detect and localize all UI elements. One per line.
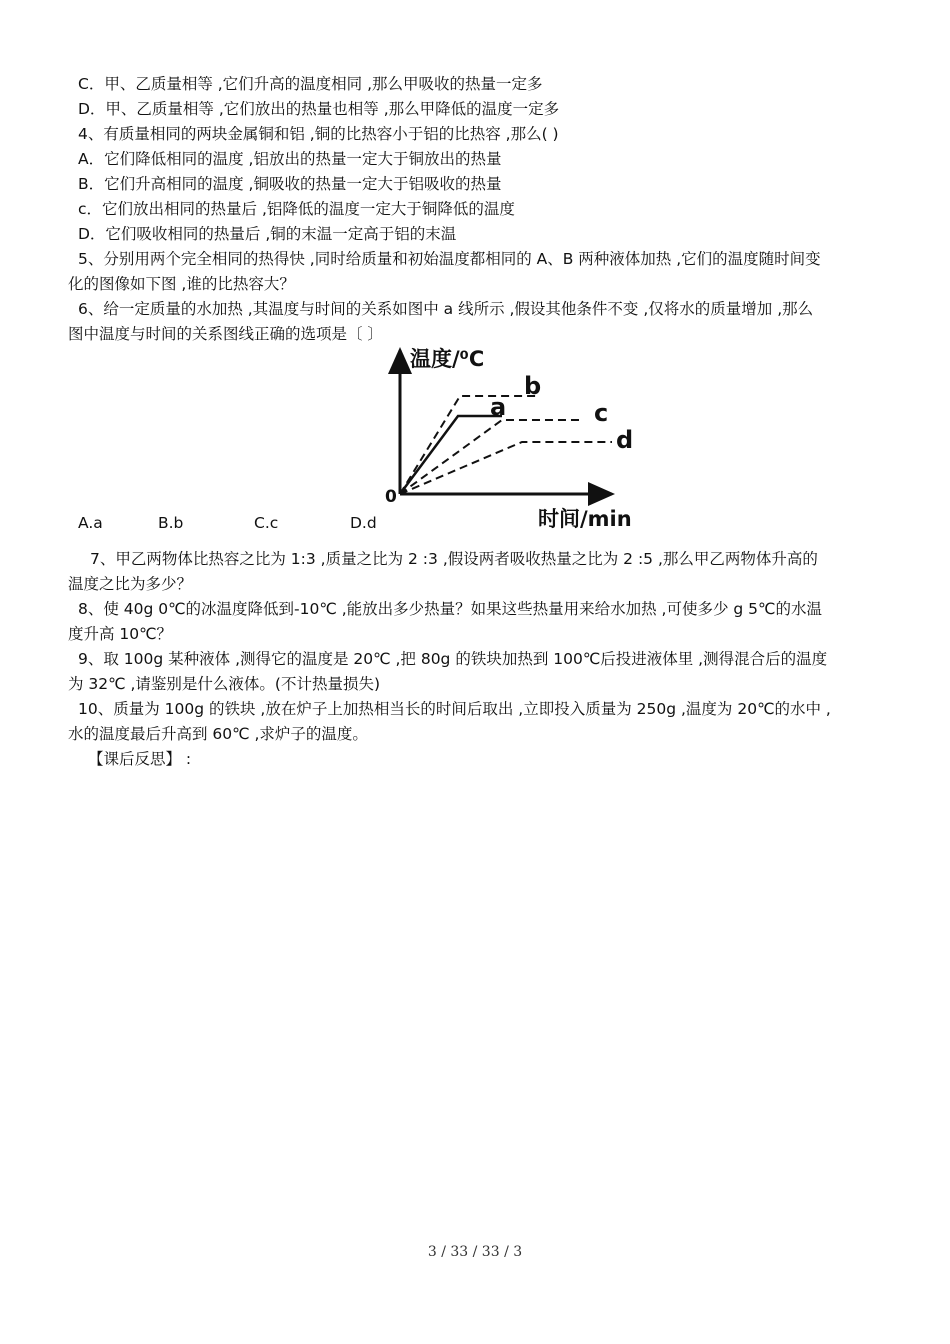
question-4: 4、有质量相同的两块金属铜和铝 ,铜的比热容小于铝的比热容 ,那么( ) [78, 125, 559, 143]
question-5-line1: 5、分别用两个完全相同的热得快 ,同时给质量和初始温度都相同的 A、B 两种液体加热 ,它们的温度随时间变 [78, 250, 821, 268]
question-8-line1: 8、使 40g 0℃的冰温度降低到-10℃ ,能放出多少热量？如果这些热量用来给水加热 ,可使多少 g 5℃的水温 [78, 600, 822, 618]
question-5-line2: 化的图像如下图 ,谁的比热容大？ [68, 275, 295, 293]
question-7-line2: 温度之比为多少？ [68, 575, 193, 593]
option-d-line: D．甲、乙质量相等 ,它们放出的热量也相等 ,那么甲降低的温度一定多 [78, 100, 560, 118]
reflection-heading: 【课后反思】 : [88, 750, 192, 768]
question-6-line1: 6、给一定质量的水加热 ,其温度与时间的关系如图中 a 线所示 ,假设其他条件不变 ,仅将水的质量增加 ,那么 [78, 300, 814, 318]
y-axis-label: 温度/⁰C [410, 347, 485, 371]
answer-option-a: A.a [78, 514, 103, 532]
x-axis-label: 时间/min [538, 507, 632, 531]
q4-option-c: c．它们放出相同的热量后 ,铝降低的温度一定大于铜降低的温度 [78, 200, 515, 218]
answer-option-b: B.b [158, 514, 184, 532]
label-c: c [594, 399, 609, 427]
question-7-line1: 7、甲乙两物体比热容之比为 1:3 ,质量之比为 2 :3 ,假设两者吸收热量之比为 2 :5 ,那么甲乙两物体升高的 [90, 550, 818, 568]
question-6-line2: 图中温度与时间的关系图线正确的选项是〔 〕 [68, 325, 383, 343]
q4-option-a: A．它们降低相同的温度 ,铝放出的热量一定大于铜放出的热量 [78, 150, 502, 168]
option-c-line: C．甲、乙质量相等 ,它们升高的温度相同 ,那么甲吸收的热量一定多 [78, 75, 543, 93]
page-footer: 3 / 33 / 33 / 3 [427, 1244, 523, 1260]
question-9-line2: 为 32℃ ,请鉴别是什么液体。(不计热量损失) [68, 675, 381, 693]
q4-option-b: B．它们升高相同的温度 ,铜吸收的热量一定大于铝吸收的热量 [78, 175, 502, 193]
question-8-line2: 度升高 10℃？ [68, 625, 173, 643]
label-d: d [616, 426, 634, 454]
question-10-line1: 10、质量为 100g 的铁块 ,放在炉子上加热相当长的时间后取出 ,立即投入质量为 250g ,温度为 20℃的水中 , [78, 700, 831, 718]
answer-option-d: D.d [350, 514, 377, 532]
answer-option-c: C.c [254, 514, 279, 532]
temperature-time-graph [380, 340, 680, 535]
question-10-line2: 水的温度最后升高到 60℃ ,求炉子的温度。 [68, 725, 368, 743]
origin-label: 0 [385, 487, 397, 507]
label-a: a [490, 393, 507, 421]
line-b [400, 396, 540, 494]
q4-option-d: D．它们吸收相同的热量后 ,铜的末温一定高于铝的末温 [78, 225, 457, 243]
question-9-line1: 9、取 100g 某种液体 ,测得它的温度是 20℃ ,把 80g 的铁块加热到 100℃后投进液体里 ,测得混合后的温度 [78, 650, 828, 668]
label-b: b [524, 372, 542, 400]
